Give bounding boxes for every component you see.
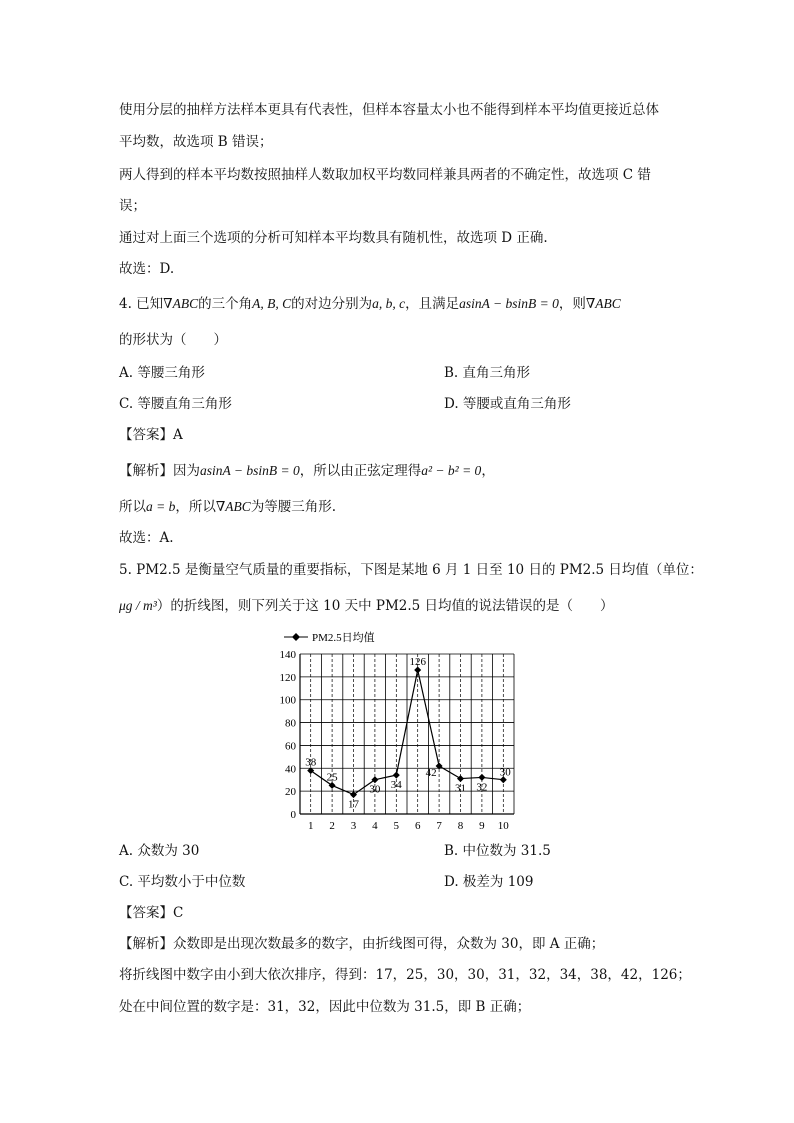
data-label: 38	[305, 756, 317, 769]
data-label: 32	[476, 781, 488, 794]
text-line: 故选：D.	[119, 261, 175, 277]
q5-option-a: A. 众数为 30	[119, 843, 200, 859]
x-tick-label: 3	[350, 820, 357, 832]
data-point-marker	[371, 776, 378, 783]
y-tick-label: 80	[285, 717, 296, 730]
q4-stem-text: 的对边分别为	[291, 296, 373, 312]
q4-option-b: B. 直角三角形	[444, 365, 531, 381]
legend-label: PM2.5日均值	[312, 632, 375, 644]
math-expr: ∇ABC	[163, 296, 199, 311]
math-expr: a² − b² = 0	[421, 463, 482, 478]
data-label: 30	[369, 783, 381, 796]
text-line: 使用分层的抽样方法样本更具有代表性，但样本容量太小也不能得到样本平均值更接近总体	[119, 102, 659, 118]
q5-stem-line1: 5. PM2.5 是衡量空气质量的重要指标，下图是某地 6 月 1 日至 10 日的 PM2.5 日均值（单位：	[119, 562, 703, 578]
q5-option-b: B. 中位数为 31.5	[444, 843, 551, 859]
q4-option-a: A. 等腰三角形	[119, 365, 205, 381]
explanation-text: ，所以	[175, 499, 216, 515]
data-point-marker	[350, 791, 357, 798]
math-expr: a = b	[146, 499, 176, 514]
y-tick-label: 20	[285, 786, 296, 799]
data-point-marker	[457, 775, 464, 782]
pm25-line-chart	[270, 628, 530, 833]
legend-marker-icon	[292, 633, 300, 641]
q5-explanation-line3: 处在中间位置的数字是：31，32，因此中位数为 31.5，即 B 正确；	[119, 999, 531, 1015]
data-label: 31	[455, 782, 466, 795]
data-point-marker	[478, 774, 485, 781]
text-line: 平均数，故选项 B 错误；	[119, 134, 273, 150]
q4-answer: 【答案】A	[119, 427, 183, 443]
math-expr: asinA − bsinB = 0	[200, 463, 300, 478]
data-label: 34	[390, 779, 402, 792]
explanation-text: 为等腰三角形.	[250, 499, 337, 515]
text-line: 两人得到的样本平均数按照抽样人数取加权平均数同样兼具两者的不确定性，故选项 C 错	[119, 167, 651, 183]
math-expr: a, b, c	[372, 296, 406, 311]
q5-stem-line2	[119, 597, 614, 615]
y-tick-label: 100	[279, 694, 296, 707]
y-tick-label: 0	[290, 809, 296, 821]
x-tick-label: 4	[372, 820, 378, 832]
explanation-text: ，	[481, 463, 495, 479]
q4-explanation-line1	[119, 462, 495, 480]
explanation-label: 【解析】	[119, 936, 173, 952]
text-line: 通过对上面三个选项的分析可知样本平均数具有随机性，故选项 D 正确.	[119, 230, 548, 246]
q4-option-c: C. 等腰直角三角形	[119, 396, 232, 412]
x-tick-label: 6	[414, 820, 421, 832]
x-tick-label: 10	[497, 820, 509, 832]
q5-answer: 【答案】C	[119, 905, 184, 921]
x-tick-label: 1	[307, 820, 314, 832]
q4-stem-text: ，则	[558, 296, 586, 312]
x-tick-label: 9	[479, 820, 485, 832]
q5-option-d: D. 极差为 109	[444, 874, 534, 890]
chart-legend	[284, 630, 375, 644]
q5-option-c: C. 平均数小于中位数	[119, 874, 246, 890]
q4-option-d: D. 等腰或直角三角形	[444, 396, 571, 412]
data-label: 42	[425, 767, 437, 779]
q5-stem-text: ）的折线图，则下列关于这 10 天中 PM2.5 日均值的说法错误的是（ ）	[156, 598, 614, 614]
math-expr: asinA − bsinB = 0	[459, 296, 559, 311]
explanation-text: 所以	[119, 499, 146, 515]
math-expr: A, B, C	[252, 296, 292, 311]
data-label: 25	[326, 771, 338, 784]
q4-stem-line2: 的形状为（ ）	[119, 332, 227, 348]
q5-explanation-line1	[119, 935, 604, 953]
q4-stem-text: 4. 已知	[119, 296, 164, 312]
q4-stem-text: ，且满足	[405, 296, 460, 312]
explanation-label: 【解析】	[119, 463, 173, 479]
q4-stem-line1	[119, 295, 621, 313]
data-label: 126	[409, 656, 426, 668]
x-tick-label: 5	[393, 820, 400, 832]
y-tick-label: 60	[285, 740, 296, 753]
math-expr: ∇ABC	[215, 499, 251, 514]
math-expr: ∇ABC	[585, 296, 621, 311]
y-tick-label: 40	[285, 763, 296, 776]
x-tick-label: 8	[457, 820, 464, 832]
y-tick-label: 120	[279, 671, 296, 684]
data-point-marker	[393, 772, 400, 779]
explanation-text: 因为	[173, 463, 200, 479]
explanation-text: ，所以由正弦定理得	[299, 463, 422, 479]
q4-stem-text: 的三个角	[198, 296, 253, 312]
data-label: 17	[348, 798, 359, 811]
text-line: 误；	[119, 198, 146, 214]
math-expr: μg / m³	[119, 598, 157, 613]
explanation-text: 众数即是出现次数最多的数字，由折线图可得，众数为 30，即 A 正确；	[173, 936, 605, 952]
data-label: 30	[499, 766, 511, 779]
y-tick-label: 140	[279, 649, 296, 661]
x-tick-label: 7	[436, 820, 442, 832]
q4-explanation-line2	[119, 498, 336, 516]
x-tick-label: 2	[329, 820, 335, 832]
q5-explanation-line2: 将折线图中数字由小到大依次排序，得到：17，25，30，30，31，32，34，38，42，126；	[119, 967, 691, 983]
q4-choose: 故选：A.	[119, 530, 174, 546]
